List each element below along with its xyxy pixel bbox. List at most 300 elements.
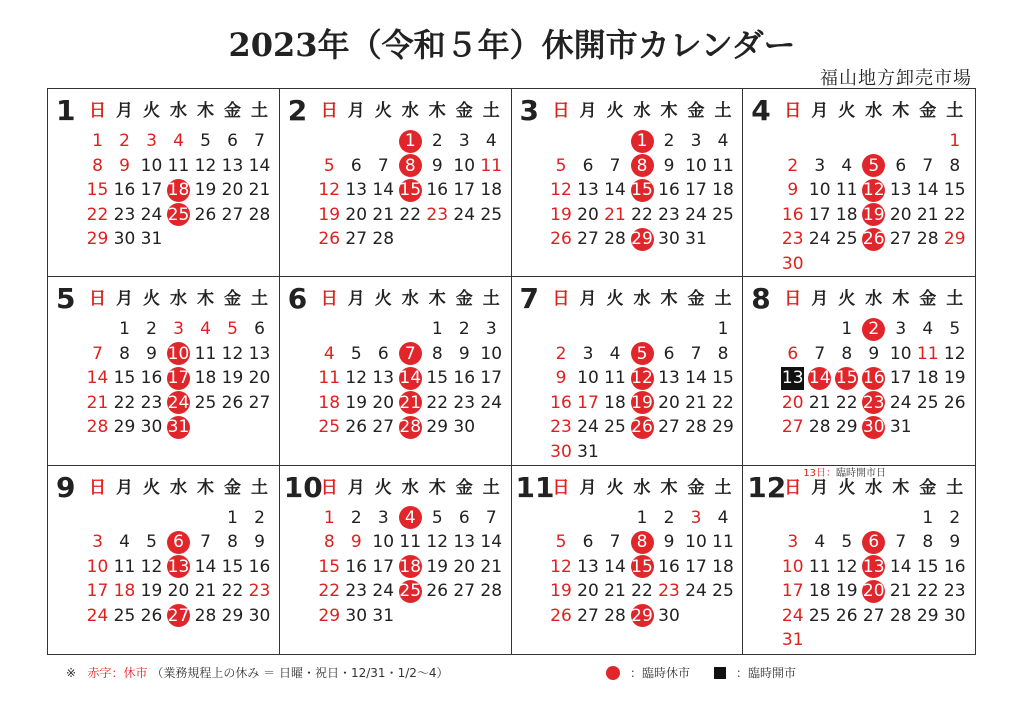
week-row	[548, 227, 737, 252]
day-2: 2	[663, 507, 675, 528]
day-16: 16	[658, 180, 680, 200]
footnote-red-label: 赤字：休市	[87, 666, 148, 680]
weekday-label: 月	[347, 101, 365, 121]
day-22: 22	[631, 581, 653, 602]
day-10: 10	[480, 343, 503, 364]
weekday-label: 日	[784, 289, 802, 310]
day-4: 4	[173, 131, 184, 151]
day-10: 10	[889, 343, 912, 364]
day-19: 19	[318, 204, 341, 225]
day-31: 31	[781, 630, 804, 651]
day-11: 11	[194, 343, 217, 364]
week-row	[779, 342, 968, 367]
day-15: 15	[318, 556, 341, 577]
weekday-label: 金	[919, 101, 937, 121]
week-row	[779, 604, 968, 629]
day-23: 23	[113, 204, 136, 225]
weekday-label: 金	[455, 477, 473, 498]
week-row	[548, 154, 737, 179]
day-22: 22	[916, 581, 939, 602]
day-27: 27	[248, 392, 271, 413]
day-8: 8	[227, 532, 238, 553]
day-15: 15	[916, 556, 939, 577]
day-26: 26	[194, 204, 217, 225]
week-row	[548, 604, 737, 629]
weekday-label: 金	[919, 477, 937, 498]
day-8: 8	[323, 532, 335, 553]
weekday-label: 金	[687, 289, 705, 310]
day-24: 24	[372, 581, 395, 602]
weekday-label: 火	[838, 289, 856, 310]
week-row	[84, 415, 273, 440]
day-31: 31	[889, 417, 912, 438]
week-row	[548, 530, 737, 555]
day-21: 21	[86, 392, 109, 413]
week-row	[779, 154, 968, 179]
month-number: 8	[751, 282, 771, 316]
weekday-label: 火	[606, 289, 624, 310]
weekday-label: 日	[552, 101, 570, 121]
day-4: 4	[485, 131, 497, 151]
day-18: 18	[604, 392, 626, 413]
day-12: 12	[550, 556, 572, 577]
month-8	[743, 277, 975, 480]
day-25: 25	[712, 204, 734, 225]
day-29: 29	[916, 605, 939, 626]
day-19: 19	[862, 204, 885, 225]
week-row	[316, 579, 505, 604]
weekday-label: 木	[660, 477, 678, 498]
weekday-label: 水	[170, 477, 187, 498]
day-16: 16	[550, 392, 572, 413]
weekday-label: 土	[482, 477, 500, 498]
week-row	[548, 415, 737, 440]
day-14: 14	[889, 556, 912, 577]
weekday-label: 日	[784, 101, 802, 121]
day-25: 25	[712, 581, 734, 602]
day-grid	[84, 506, 273, 629]
month-number: 5	[56, 282, 76, 316]
month-number: 10	[283, 470, 323, 504]
day-23: 23	[862, 392, 885, 413]
day-6: 6	[787, 343, 799, 364]
day-12: 12	[345, 368, 368, 389]
day-15: 15	[835, 368, 858, 389]
day-grid	[548, 506, 737, 629]
day-13: 13	[453, 532, 476, 553]
day-26: 26	[862, 229, 885, 249]
day-21: 21	[480, 556, 503, 577]
day-11: 11	[808, 556, 831, 577]
weekday-label: 日	[89, 101, 106, 121]
day-16: 16	[943, 556, 966, 577]
day-27: 27	[889, 229, 912, 249]
day-2: 2	[431, 131, 443, 151]
week-row	[548, 203, 737, 228]
weekday-label: 木	[892, 477, 910, 498]
day-grid	[84, 317, 273, 440]
weekday-header	[84, 99, 273, 123]
day-18: 18	[808, 581, 831, 602]
day-26: 26	[221, 392, 244, 413]
day-15: 15	[631, 180, 653, 200]
day-12: 12	[862, 180, 885, 200]
week-row	[548, 317, 737, 342]
day-23: 23	[658, 581, 680, 602]
week-row	[84, 178, 273, 203]
day-16: 16	[658, 556, 680, 577]
day-8: 8	[631, 531, 654, 554]
day-26: 26	[426, 581, 449, 602]
day-3: 3	[814, 155, 826, 176]
month-11	[512, 466, 744, 654]
day-8: 8	[119, 343, 130, 364]
month-6	[280, 277, 512, 465]
day-13: 13	[372, 368, 395, 389]
day-grid	[779, 506, 968, 653]
day-31: 31	[167, 417, 190, 438]
day-6: 6	[254, 319, 265, 340]
footnote-text: （業務規程上の休み ＝ 日曜・祝日・12/31・1/2～4）	[151, 666, 449, 680]
day-31: 31	[372, 605, 395, 626]
day-28: 28	[372, 229, 395, 249]
day-18: 18	[167, 180, 190, 200]
day-15: 15	[631, 556, 653, 577]
week-row	[779, 252, 968, 277]
month-number: 1	[56, 94, 76, 127]
day-19: 19	[194, 180, 217, 200]
day-29: 29	[221, 605, 244, 626]
day-20: 20	[248, 368, 271, 389]
day-18: 18	[916, 368, 939, 389]
day-27: 27	[453, 581, 476, 602]
weekday-label: 月	[579, 477, 597, 498]
day-24: 24	[577, 417, 599, 438]
day-16: 16	[862, 368, 885, 389]
weekday-label: 月	[116, 289, 133, 310]
week-row	[779, 391, 968, 416]
day-30: 30	[658, 605, 680, 626]
day-3: 3	[895, 319, 907, 340]
day-14: 14	[248, 155, 271, 176]
day-17: 17	[140, 180, 163, 200]
week-row	[84, 129, 273, 154]
day-27: 27	[781, 417, 804, 438]
day-2: 2	[350, 507, 362, 528]
week-row	[548, 178, 737, 203]
day-8: 8	[92, 155, 103, 176]
month-number: 3	[519, 94, 539, 127]
day-13: 13	[577, 556, 599, 577]
day-10: 10	[577, 368, 599, 389]
day-17: 17	[86, 581, 109, 602]
day-29: 29	[835, 417, 858, 438]
day-grid	[548, 129, 737, 252]
day-grid	[316, 317, 505, 440]
day-25: 25	[318, 417, 341, 438]
day-27: 27	[862, 605, 885, 626]
day-13: 13	[889, 180, 912, 200]
weekday-label: 木	[892, 101, 910, 121]
week-row	[316, 530, 505, 555]
day-30: 30	[550, 441, 572, 462]
weekday-label: 金	[224, 101, 241, 121]
month-5	[48, 277, 280, 465]
day-30: 30	[345, 605, 368, 626]
week-row	[548, 342, 737, 367]
day-27: 27	[221, 204, 244, 225]
day-grid	[779, 317, 968, 440]
day-7: 7	[485, 507, 497, 528]
weekday-label: 木	[428, 477, 446, 498]
organization-name: 福山地方卸売市場	[820, 68, 972, 89]
day-6: 6	[895, 155, 907, 176]
day-19: 19	[943, 368, 966, 389]
weekday-label: 月	[811, 477, 829, 498]
page-title: 2023年（令和５年）休開市カレンダー	[228, 26, 796, 64]
day-25: 25	[399, 581, 422, 602]
week-row	[316, 366, 505, 391]
weekday-header	[316, 476, 505, 500]
day-3: 3	[458, 131, 470, 151]
weekday-label: 日	[320, 101, 338, 121]
day-26: 26	[550, 605, 572, 626]
weekday-label: 土	[251, 477, 268, 498]
week-row	[84, 391, 273, 416]
week-row	[84, 203, 273, 228]
day-23: 23	[345, 581, 368, 602]
day-3: 3	[377, 507, 389, 528]
weekday-label: 土	[946, 289, 964, 310]
day-27: 27	[345, 229, 368, 249]
day-10: 10	[453, 155, 476, 176]
day-14: 14	[916, 180, 939, 200]
day-7: 7	[690, 343, 702, 364]
day-28: 28	[86, 417, 109, 438]
weekday-label: 木	[660, 101, 678, 121]
day-20: 20	[658, 392, 680, 413]
day-1: 1	[949, 131, 961, 151]
day-3: 3	[146, 131, 157, 151]
day-17: 17	[889, 368, 912, 389]
day-24: 24	[685, 581, 707, 602]
day-29: 29	[86, 229, 109, 249]
day-30: 30	[113, 229, 136, 249]
day-22: 22	[712, 392, 734, 413]
day-18: 18	[712, 180, 734, 200]
day-22: 22	[943, 204, 966, 225]
day-1: 1	[399, 130, 422, 153]
day-30: 30	[453, 417, 476, 438]
day-7: 7	[609, 155, 621, 176]
day-grid	[779, 129, 968, 276]
day-6: 6	[862, 531, 885, 554]
day-15: 15	[426, 368, 449, 389]
weekday-header	[779, 287, 968, 311]
day-grid	[548, 317, 737, 464]
day-20: 20	[221, 180, 244, 200]
day-1: 1	[92, 131, 103, 151]
day-17: 17	[167, 368, 190, 389]
week-row	[779, 415, 968, 440]
day-9: 9	[663, 155, 675, 176]
day-4: 4	[717, 131, 729, 151]
day-9: 9	[868, 343, 880, 364]
weekday-label: 金	[687, 101, 705, 121]
day-26: 26	[318, 229, 341, 249]
day-2: 2	[787, 155, 799, 176]
day-23: 23	[658, 204, 680, 225]
day-16: 16	[781, 204, 804, 225]
week-row	[84, 317, 273, 342]
day-10: 10	[140, 155, 163, 176]
week-row	[779, 203, 968, 228]
weekday-label: 水	[170, 289, 187, 310]
day-13: 13	[658, 368, 680, 389]
day-1: 1	[841, 319, 853, 340]
day-24: 24	[685, 204, 707, 225]
day-10: 10	[808, 180, 831, 200]
day-29: 29	[631, 229, 653, 249]
day-29: 29	[318, 605, 341, 626]
day-9: 9	[949, 532, 961, 553]
day-13: 13	[577, 180, 599, 200]
day-11: 11	[712, 532, 734, 553]
legend-closed	[606, 664, 690, 681]
day-18: 18	[835, 204, 858, 225]
day-9: 9	[663, 532, 675, 553]
day-1: 1	[636, 507, 648, 528]
weekday-header	[84, 287, 273, 311]
day-11: 11	[835, 180, 858, 200]
day-21: 21	[372, 204, 395, 225]
day-5: 5	[555, 532, 567, 553]
month-4	[743, 89, 975, 277]
day-1: 1	[119, 319, 130, 340]
day-4: 4	[922, 319, 934, 340]
day-5: 5	[862, 154, 885, 177]
weekday-label: 火	[374, 477, 392, 498]
day-16: 16	[345, 556, 368, 577]
day-23: 23	[426, 204, 449, 225]
day-27: 27	[372, 417, 395, 438]
week-row	[84, 555, 273, 580]
week-row	[84, 579, 273, 604]
day-3: 3	[485, 319, 497, 340]
day-9: 9	[146, 343, 157, 364]
weekday-label: 木	[428, 289, 446, 310]
week-row	[316, 178, 505, 203]
day-19: 19	[835, 581, 858, 602]
day-23: 23	[781, 229, 804, 249]
august-note-text: 臨時開市日	[835, 468, 886, 480]
day-7: 7	[399, 342, 422, 365]
day-4: 4	[717, 507, 729, 528]
week-row	[84, 506, 273, 531]
weekday-label: 水	[401, 101, 419, 121]
day-6: 6	[458, 507, 470, 528]
day-19: 19	[345, 392, 368, 413]
weekday-label: 金	[455, 101, 473, 121]
day-9: 9	[350, 532, 362, 553]
footnote	[66, 664, 449, 681]
day-10: 10	[781, 556, 804, 577]
day-16: 16	[113, 180, 136, 200]
day-14: 14	[685, 368, 707, 389]
day-30: 30	[862, 417, 885, 438]
weekday-label: 水	[401, 289, 419, 310]
day-15: 15	[712, 368, 734, 389]
day-28: 28	[604, 229, 626, 249]
weekday-label: 日	[784, 477, 802, 498]
day-5: 5	[555, 155, 567, 176]
week-row	[779, 555, 968, 580]
day-15: 15	[399, 180, 422, 200]
day-2: 2	[663, 131, 675, 151]
day-11: 11	[113, 556, 136, 577]
day-11: 11	[399, 532, 422, 553]
weekday-label: 月	[347, 477, 365, 498]
day-4: 4	[841, 155, 853, 176]
week-row	[84, 342, 273, 367]
month-number: 7	[519, 282, 539, 316]
day-1: 1	[431, 319, 443, 340]
week-row	[779, 530, 968, 555]
day-4: 4	[814, 532, 826, 553]
day-7: 7	[254, 131, 265, 151]
day-12: 12	[835, 556, 858, 577]
day-29: 29	[712, 417, 734, 438]
day-5: 5	[431, 507, 443, 528]
week-row	[316, 203, 505, 228]
day-3: 3	[173, 319, 184, 340]
day-1: 1	[323, 507, 335, 528]
day-23: 23	[453, 392, 476, 413]
day-11: 11	[604, 368, 626, 389]
day-2: 2	[254, 507, 265, 528]
day-10: 10	[685, 532, 707, 553]
day-5: 5	[227, 319, 238, 340]
day-3: 3	[690, 507, 702, 528]
week-row	[316, 129, 505, 154]
red-circle-icon	[606, 666, 620, 680]
day-21: 21	[248, 180, 271, 200]
weekday-label: 火	[374, 289, 392, 310]
weekday-label: 木	[197, 477, 214, 498]
weekday-label: 月	[579, 289, 597, 310]
weekday-label: 火	[374, 101, 392, 121]
day-10: 10	[167, 343, 190, 364]
day-21: 21	[399, 392, 422, 413]
week-row	[548, 440, 737, 465]
week-row	[779, 628, 968, 653]
week-row	[316, 227, 505, 252]
day-12: 12	[631, 368, 653, 389]
week-row	[316, 154, 505, 179]
day-20: 20	[345, 204, 368, 225]
week-row	[779, 506, 968, 531]
day-7: 7	[609, 532, 621, 553]
weekday-label: 金	[455, 289, 473, 310]
day-8: 8	[399, 154, 422, 177]
day-31: 31	[140, 229, 163, 249]
day-8: 8	[922, 532, 934, 553]
day-9: 9	[119, 155, 130, 176]
day-7: 7	[200, 532, 211, 553]
legend-open	[714, 664, 796, 681]
day-5: 5	[350, 343, 362, 364]
day-1: 1	[631, 130, 654, 153]
